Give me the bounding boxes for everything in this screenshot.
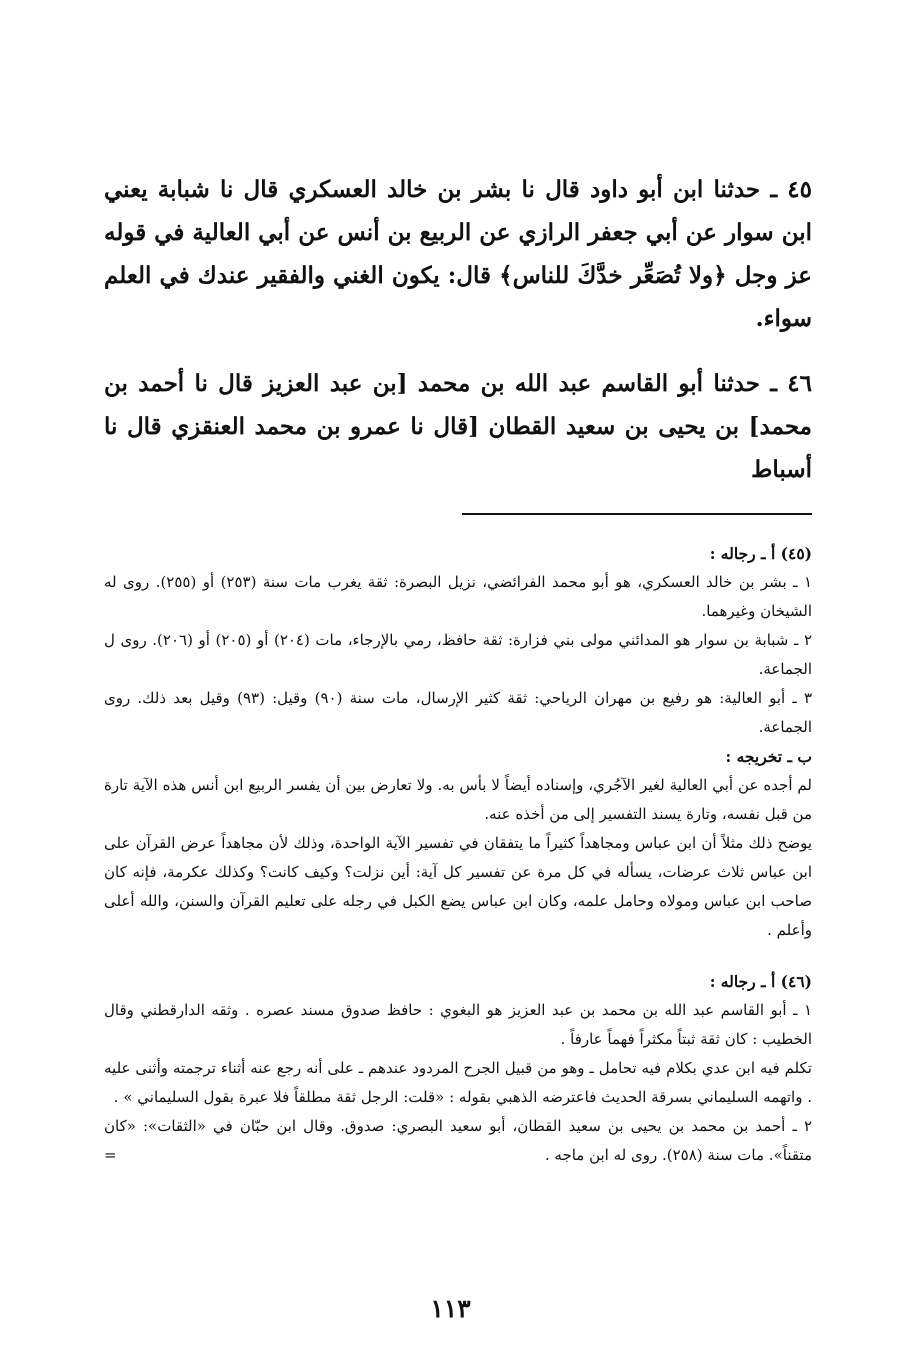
footnotes: [104, 539, 812, 1170]
note-45-item-3: ٣ ـ أبو العالية: هو رفيع بن مهران الرياحي: ثقة كثير الإرسال، مات سنة (٩٠) وقيل: (٩٣) وقيل بعد ذلك. روى الجماعة.: [104, 689, 812, 736]
continuation-mark: =: [104, 1146, 117, 1164]
main-text: [104, 168, 812, 491]
note-45-takhrij-2: يوضح ذلك مثلاً أن ابن عباس ومجاهداً كثيراً ما يتفقان في تفسير الآية الواحدة، وذلك لأن مجاهداً عرض القرآن على ابن عباس ثلاث عرضات، يسأله في كل مرة عن تفسير كل آية: أين نزلت؟ وكيف كانت؟ وكذلك عكرمة، فإنه كان صاحب ابن عباس ومولاه وحامل علمه، وكان ابن عباس يضع الكبل في رجله على تعليم القرآن والسنن، والله أعلى وأعلم .: [104, 834, 812, 939]
paragraph-45: ٤٥ ـ حدثنا ابن أبو داود قال نا بشر بن خالد العسكري قال نا شبابة يعني ابن سوار عن أبي جعفر الرازي عن الربيع بن أنس عن أبي العالية في قوله عز وجل ﴿ولا تُصَعِّر خدَّكَ للناس﴾ قال: يكون الغني والفقير عندك في العلم سواء.: [104, 176, 812, 332]
page-body: [104, 168, 812, 1170]
footnote-divider: [462, 513, 812, 515]
note-45-item-1: ١ ـ بشر بن خالد العسكري، هو أبو محمد الفرائضي، نزيل البصرة: ثقة يغرب مات سنة (٢٥٣) أو (٢٥٥). روى له الشيخان وغيرهما.: [104, 573, 812, 620]
note-45-takhrij-heading: ب ـ تخريجه :: [725, 747, 812, 766]
note-46-item-3-text: ٢ ـ أحمد بن محمد بن يحيى بن سعيد القطان، أبو سعيد البصري: صدوق. وقال ابن حبّان في «الثقات»: «كان متقناً». مات سنة (٢٥٨). روى له ابن ماجه .: [104, 1117, 812, 1164]
note-45-heading: (٤٥) أ ـ رجاله :: [709, 544, 812, 563]
note-45-item-2: ٢ ـ شبابة بن سوار هو المدائني مولى بني فزارة: ثقة حافظ، رمي بالإرجاء، مات (٢٠٤) أو (٢٠٥) أو (٢٠٦). روى ل الجماعة.: [104, 631, 812, 678]
note-46-item-2: تكلم فيه ابن عدي بكلام فيه تحامل ـ وهو من قبيل الجرح المردود عندهم ـ على أنه رجع عنه أثناء ترجمته وأثنى عليه . واتهمه السليماني بسرقة الحديث فاعترضه الذهبي بقوله : «قلت: الرجل ثقة مطلقاً فلا عبرة بقول السليماني » .: [104, 1059, 812, 1106]
note-46-item-3: [104, 1112, 812, 1170]
page-number: ١١٣: [430, 1294, 471, 1323]
paragraph-46: ٤٦ ـ حدثنا أبو القاسم عبد الله بن محمد [بن عبد العزيز قال نا أحمد بن محمد] بن يحيى بن سعيد القطان [قال نا عمرو بن محمد العنقزي قال نا أسباط: [104, 370, 812, 483]
note-46-heading: (٤٦) أ ـ رجاله :: [709, 972, 812, 991]
note-46-item-1: ١ ـ أبو القاسم عبد الله بن محمد بن عبد العزيز هو البغوي : حافظ صدوق مسند عصره . وثقه الدارقطني وقال الخطيب : كان ثقة ثبتاً مكثراً فهماً عارفاً .: [104, 1001, 812, 1048]
note-45-takhrij-1: لم أجده عن أبي العالية لغير الآجُري، وإسناده أيضاً لا بأس به. ولا تعارض بين أن يفسر الربيع ابن أنس هذه الآية تارة من قبل نفسه، وتارة يسند التفسير إلى من أخذه عنه.: [104, 776, 812, 823]
